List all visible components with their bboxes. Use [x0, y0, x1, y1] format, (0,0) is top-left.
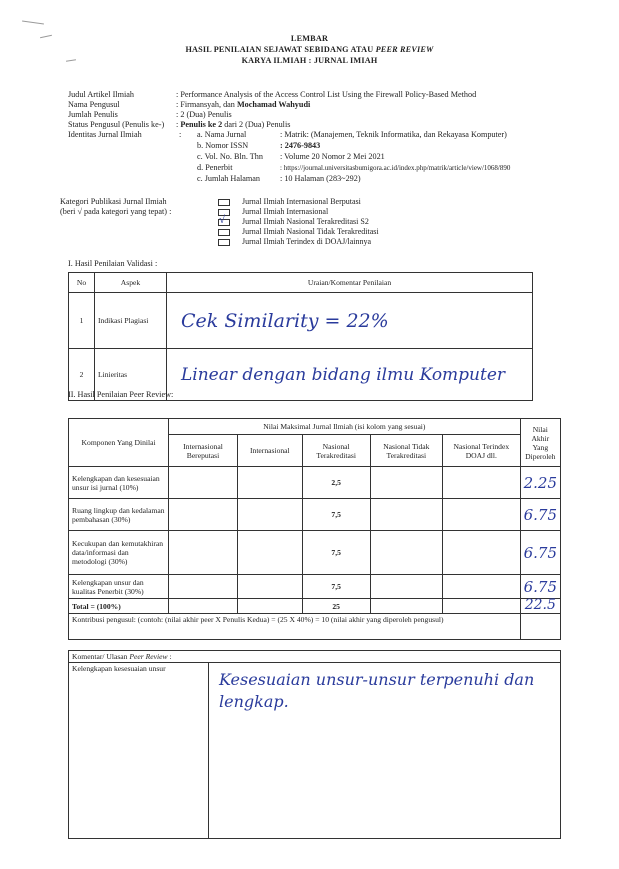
nilai-nasional-cell: 7,5	[302, 531, 370, 575]
kategori-checkbox-1[interactable]	[218, 199, 230, 206]
halaman-value: : 10 Halaman (283~292)	[280, 174, 361, 183]
komentar-table	[68, 650, 561, 839]
validasi-aspek: Linieritas	[95, 349, 167, 401]
nilai-nasional-cell: 7,5	[302, 575, 370, 599]
kategori-option-4: Jurnal Ilmiah Nasional Tidak Terakreditasi	[242, 227, 379, 236]
nilai-nasional-cell: 7,5	[302, 499, 370, 531]
komponen-cell: Kecukupan dan kemutakhiran data/informasi dan metodologi (30%)	[69, 531, 169, 575]
nilai-nasional-cell: 2,5	[302, 467, 370, 499]
kategori-instruction: (beri √ pada kategori yang tepat) :	[60, 207, 172, 216]
header-line-2: HASIL PENILAIAN SEJAWAT SEBIDANG ATAU PEER REVIEW	[185, 45, 434, 54]
sub-header-internasional-bereputasi: Internasional Bereputasi	[169, 435, 238, 467]
jumlah-label: Jumlah Penulis	[68, 110, 118, 119]
table-row	[69, 499, 561, 531]
validasi-header-no: No	[69, 273, 95, 293]
kategori-option-5: Jurnal Ilmiah Terindex di DOAJ/lainnya	[242, 237, 372, 246]
section-2-title: II. Hasil Penilaian Peer Review:	[68, 390, 174, 399]
validasi-table	[68, 272, 533, 401]
pengusul-label: Nama Pengusul	[68, 100, 120, 109]
section-1-title: I. Hasil Penilaian Validasi :	[68, 259, 158, 268]
peer-review-table	[68, 418, 561, 640]
total-nasional: 25	[302, 599, 370, 614]
komentar-label: Kelengkapan kesesuaian unsur	[69, 663, 209, 839]
nama-jurnal-label: a. Nama Jurnal	[197, 130, 247, 139]
validasi-no: 2	[69, 349, 95, 401]
handwritten-score: 6.75	[523, 543, 557, 562]
komponen-cell: Kelengkapan dan kesesuaian unsur isi jurnal (10%)	[69, 467, 169, 499]
total-label: Total = (100%)	[69, 599, 169, 614]
scan-mark	[22, 20, 44, 24]
handwritten-score: 6.75	[523, 505, 557, 524]
sub-header-nasional-tidak-terakreditasi: Nasional Tidak Terakreditasi	[370, 435, 443, 467]
total-row	[69, 599, 561, 614]
komponen-cell: Kelengkapan unsur dan kualitas Penerbit (30%)	[69, 575, 169, 599]
penerbit-value: : https://journal.universitasbumigora.ac.id/index.php/matrik/article/view/1068/890	[280, 164, 511, 172]
table-row	[69, 575, 561, 599]
nama-jurnal-value: : Matrik: (Manajemen, Teknik Informatika, dan Rekayasa Komputer)	[280, 130, 507, 139]
handwritten-review-line-2: lengkap.	[219, 692, 289, 711]
handwritten-comment: Linear dengan bidang ilmu Komputer	[181, 364, 506, 385]
handwritten-score: 6.75	[523, 577, 557, 596]
pengusul-value: : Firmansyah, dan Mochamad Wahyudi	[176, 100, 311, 109]
header-line-1: LEMBAR	[290, 34, 329, 43]
kategori-option-2: Jurnal Ilmiah Internasional	[242, 207, 329, 216]
status-value: : Penulis ke 2 dari 2 (Dua) Penulis	[176, 120, 291, 129]
kategori-option-1: Jurnal Ilmiah Internasional Berputasi	[242, 197, 361, 206]
table-row	[69, 531, 561, 575]
komentar-title: Komentar/ Ulasan Peer Review :	[69, 651, 561, 663]
handwritten-score: 2.25	[523, 473, 557, 492]
sub-header-nasional-terakreditasi: Nasional Terakreditasi	[302, 435, 370, 467]
validasi-aspek: Indikasi Plagiasi	[95, 293, 167, 349]
kategori-label: Kategori Publikasi Jurnal Ilmiah	[60, 197, 167, 206]
judul-label: Judul Artikel Ilmiah	[68, 90, 134, 99]
handwritten-total: 22.5	[524, 597, 556, 613]
validasi-no: 1	[69, 293, 95, 349]
table-row	[69, 467, 561, 499]
nilai-maks-header: Nilai Maksimal Jurnal Ilmiah (isi kolom yang sesuai)	[169, 419, 520, 435]
judul-value: : Performance Analysis of the Access Control List Using the Firewall Policy-Based Method	[176, 90, 477, 99]
handwritten-comment: Cek Similarity = 22%	[181, 309, 389, 332]
validasi-header-aspek: Aspek	[95, 273, 167, 293]
jumlah-value: : 2 (Dua) Penulis	[176, 110, 232, 119]
nilai-akhir-header: Nilai Akhir Yang Diperoleh	[520, 419, 560, 467]
kategori-option-3: Jurnal Ilmiah Nasional Terakreditasi S2	[242, 217, 369, 226]
identitas-colon: :	[179, 130, 182, 139]
kategori-checkbox-4[interactable]	[218, 229, 230, 236]
issn-label: b. Nomor ISSN	[197, 141, 249, 150]
kontribusi-text: Kontribusi pengusul: (contoh: (nilai akhir peer X Penulis Kedua) = (25 X 40%) = 10 (nilai akhir yang diperoleh pengusul)	[69, 614, 521, 640]
handwritten-review-line-1: Kesesuaian unsur-unsur terpenuhi dan	[219, 670, 535, 689]
komponen-cell: Ruang lingkup dan kedalaman pembahasan (30%)	[69, 499, 169, 531]
status-label: Status Pengusul (Penulis ke-)	[68, 120, 165, 129]
sub-header-internasional: Internasional	[237, 435, 302, 467]
halaman-label: c. Jumlah Halaman	[197, 174, 260, 183]
komponen-header: Komponen Yang Dinilai	[69, 419, 169, 467]
sub-header-nasional-doaj: Nasional Terindex DOAJ dll.	[443, 435, 521, 467]
identitas-label: Identitas Jurnal Ilmiah	[68, 130, 142, 139]
table-row	[69, 293, 533, 349]
check-mark-icon: √	[219, 214, 226, 226]
validasi-header-komentar: Uraian/Komentar Penilaian	[167, 273, 533, 293]
header-line-3: KARYA ILMIAH : JURNAL IMIAH	[241, 56, 378, 65]
vol-label: c. Vol. No. Bln. Thn	[197, 152, 263, 161]
penerbit-label: d. Penerbit	[197, 163, 233, 172]
vol-value: : Volume 20 Nomor 2 Mei 2021	[280, 152, 385, 161]
kategori-checkbox-5[interactable]	[218, 239, 230, 246]
issn-value: : 2476-9843	[280, 141, 321, 150]
